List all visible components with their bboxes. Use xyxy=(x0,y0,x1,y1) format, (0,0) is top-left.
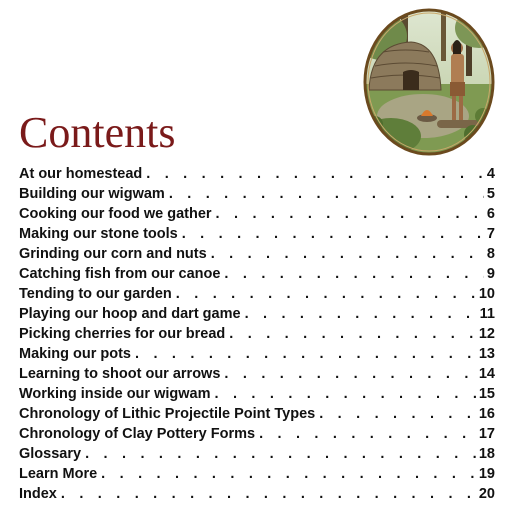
dot-leader xyxy=(85,444,476,464)
toc-page-number: 5 xyxy=(486,186,495,202)
toc-entry[interactable] xyxy=(19,224,495,244)
toc-page-number: 13 xyxy=(478,346,495,362)
toc-entry-title: Building our wigwam xyxy=(19,186,165,202)
dot-leader xyxy=(182,224,484,244)
dot-leader xyxy=(224,264,484,284)
dot-leader xyxy=(101,464,476,484)
toc-entry-title: Making our stone tools xyxy=(19,226,178,242)
dot-leader xyxy=(245,304,477,324)
toc-entry[interactable] xyxy=(19,284,495,304)
toc-entry-title: Index xyxy=(19,486,57,502)
toc-entry[interactable] xyxy=(19,304,495,324)
toc-page-number: 19 xyxy=(478,466,495,482)
toc-entry[interactable] xyxy=(19,204,495,224)
table-of-contents xyxy=(19,164,495,504)
dot-leader xyxy=(135,344,476,364)
toc-entry-title: Learn More xyxy=(19,466,98,482)
page-title: Contents xyxy=(19,108,176,157)
toc-page-number: 17 xyxy=(478,426,495,442)
toc-page-number: 9 xyxy=(486,266,495,282)
toc-page-number: 15 xyxy=(478,386,495,402)
toc-page-number: 6 xyxy=(486,206,495,222)
toc-entry[interactable] xyxy=(19,244,495,264)
toc-page-number: 8 xyxy=(486,246,495,262)
toc-page-number: 11 xyxy=(479,306,495,322)
toc-entry-title: Cooking our food we gather xyxy=(19,206,212,222)
toc-page-number: 12 xyxy=(478,326,495,342)
toc-entry-title: Catching fish from our canoe xyxy=(19,266,221,282)
toc-page-number: 4 xyxy=(486,166,495,182)
toc-entry-title: Tending to our garden xyxy=(19,286,172,302)
toc-entry-title: Learning to shoot our arrows xyxy=(19,366,221,382)
toc-page-number: 16 xyxy=(478,406,495,422)
dot-leader xyxy=(146,164,484,184)
toc-entry-title: Glossary xyxy=(19,446,82,462)
toc-page-number: 20 xyxy=(478,486,495,502)
toc-entry[interactable] xyxy=(19,364,495,384)
toc-entry-title: Grinding our corn and nuts xyxy=(19,246,207,262)
toc-entry[interactable] xyxy=(19,164,495,184)
toc-entry[interactable] xyxy=(19,324,495,344)
toc-page-number: 10 xyxy=(478,286,495,302)
toc-entry-title: Picking cherries for our bread xyxy=(19,326,226,342)
toc-entry[interactable] xyxy=(19,444,495,464)
toc-entry[interactable] xyxy=(19,264,495,284)
dot-leader xyxy=(224,364,475,384)
dot-leader xyxy=(176,284,476,304)
dot-leader xyxy=(216,204,484,224)
dot-leader xyxy=(229,324,476,344)
toc-page-number: 18 xyxy=(478,446,495,462)
dot-leader xyxy=(61,484,476,504)
toc-entry-title: Making our pots xyxy=(19,346,131,362)
toc-entry[interactable] xyxy=(19,464,495,484)
toc-entry[interactable] xyxy=(19,384,495,404)
dot-leader xyxy=(214,384,475,404)
dot-leader xyxy=(211,244,484,264)
toc-entry[interactable] xyxy=(19,404,495,424)
homestead-illustration xyxy=(361,6,497,158)
toc-entry-title: At our homestead xyxy=(19,166,143,182)
toc-entry-title: Playing our hoop and dart game xyxy=(19,306,241,322)
toc-entry[interactable] xyxy=(19,424,495,444)
toc-entry[interactable] xyxy=(19,184,495,204)
toc-entry-title: Chronology of Lithic Projectile Point Types xyxy=(19,406,316,422)
dot-leader xyxy=(259,424,476,444)
toc-entry[interactable] xyxy=(19,344,495,364)
toc-entry-title: Working inside our wigwam xyxy=(19,386,211,402)
dot-leader xyxy=(319,404,476,424)
toc-page-number: 7 xyxy=(486,226,495,242)
toc-page-number: 14 xyxy=(478,366,495,382)
toc-entry-title: Chronology of Clay Pottery Forms xyxy=(19,426,256,442)
dot-leader xyxy=(169,184,484,204)
toc-entry[interactable] xyxy=(19,484,495,504)
